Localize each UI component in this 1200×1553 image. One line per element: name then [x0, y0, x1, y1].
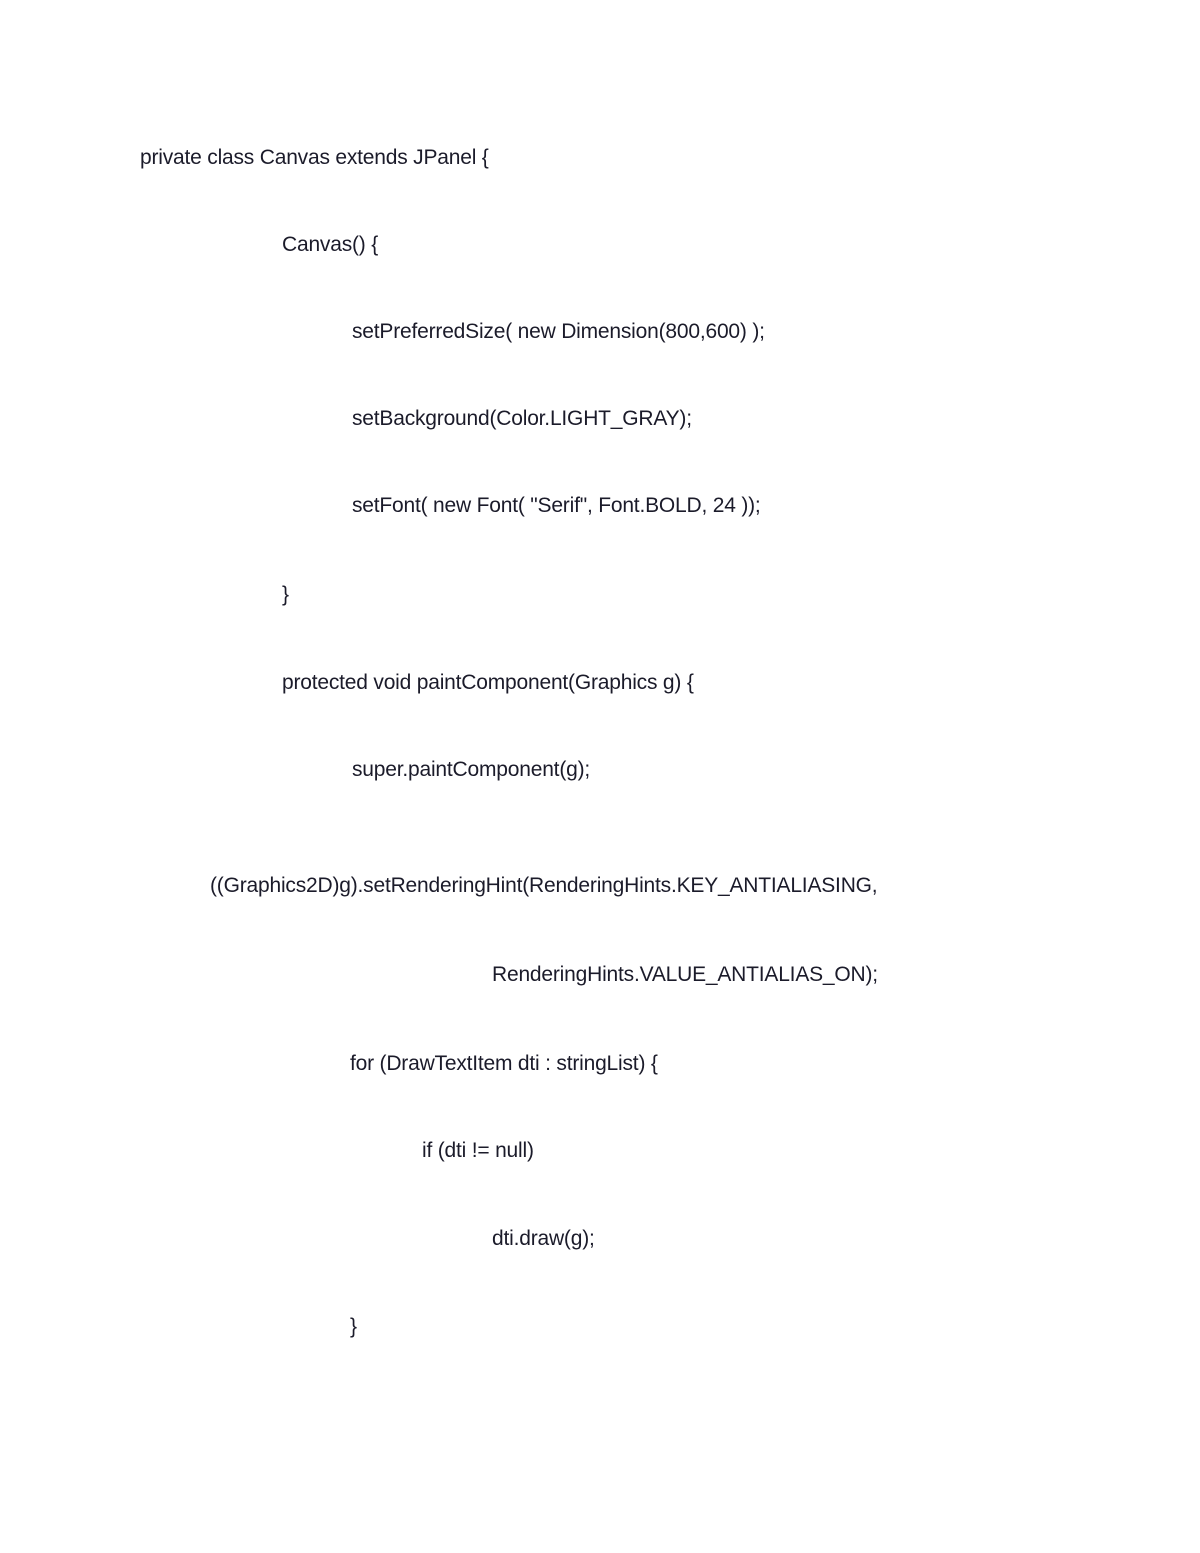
code-line-for-loop: for (DrawTextItem dti : stringList) { [350, 1052, 658, 1075]
code-line-rendering-hint-value: RenderingHints.VALUE_ANTIALIAS_ON); [492, 963, 878, 986]
code-line-set-background: setBackground(Color.LIGHT_GRAY); [352, 407, 692, 430]
code-line-set-preferred-size: setPreferredSize( new Dimension(800,600) ); [352, 320, 765, 343]
code-line-rendering-hint: ((Graphics2D)g).setRenderingHint(RenderingHints.KEY_ANTIALIASING, [210, 874, 878, 897]
code-line-constructor: Canvas() { [282, 233, 379, 256]
code-line-for-loop-close: } [350, 1315, 357, 1338]
code-line-class-declaration: private class Canvas extends JPanel { [140, 146, 489, 169]
code-line-draw-call: dti.draw(g); [492, 1227, 595, 1250]
code-line-constructor-close: } [282, 583, 289, 606]
code-line-set-font: setFont( new Font( "Serif", Font.BOLD, 24 )); [352, 494, 761, 517]
code-line-paint-component: protected void paintComponent(Graphics g) { [282, 671, 694, 694]
code-line-if-statement: if (dti != null) [422, 1139, 534, 1162]
code-line-super-paint: super.paintComponent(g); [352, 758, 591, 781]
